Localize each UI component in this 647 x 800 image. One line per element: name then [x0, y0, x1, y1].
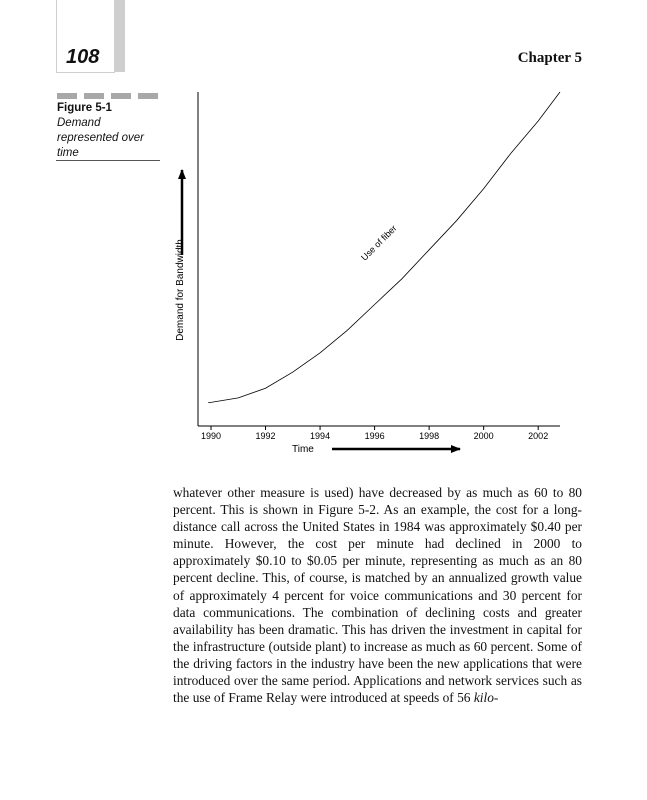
figure-number: Figure 5-1	[57, 102, 112, 114]
x-tick-label: 1996	[364, 431, 385, 441]
series-line-use-of-fiber	[208, 92, 560, 403]
body-text: whatever other measure is used) have decreased by as much as 60 to 80 percent. This is shown in Figure 5-2. As an example, the cost for a long-distance call across the United States in 1984 was approximately $0.40 per minute. However, the cost per minute had declined in 2000 to approximately $0.10 to $0.05 per minute, representing as much as an 80 percent decline. This, of course, is matched by an annualized growth value of approximately 4 percent for voice communications and 30 percent for data communications. The combination of declining costs and greater availability has been dramatic. This has driven the investment in capital for the infrastructure (outside plant) to increase as much as 60 percent. Some of the driving factors in the industry have been the new applications that were introduced over the same period. Applications and network services such as the use of Frame Relay were introduced at speeds of 56	[173, 485, 582, 706]
page-number-bar	[114, 0, 125, 72]
x-tick-label: 1994	[310, 431, 331, 441]
demand-chart	[160, 80, 580, 465]
x-tick-label: 1998	[419, 431, 440, 441]
series-annotation: Use of fiber	[359, 223, 399, 263]
figure-marker-dash	[111, 93, 131, 99]
figure-marker-dash	[84, 93, 104, 99]
x-tick-label: 1992	[255, 431, 276, 441]
figure-caption	[57, 101, 159, 161]
figure-marker-dash	[138, 93, 158, 99]
x-tick-label: 2000	[473, 431, 494, 441]
body-paragraph	[173, 484, 582, 706]
x-tick-label: 2002	[528, 431, 549, 441]
chapter-label: Chapter 5	[517, 50, 582, 66]
caption-rule	[56, 160, 160, 161]
figure-caption-text: Demand represented over time	[57, 117, 144, 159]
y-axis-label: Demand for Bandwidth	[175, 239, 186, 341]
page-number: 108	[66, 46, 100, 68]
x-tick-label: 1990	[200, 431, 222, 441]
x-axis-label: Time	[292, 444, 314, 455]
figure-marker-dash	[57, 93, 77, 99]
body-text-trailing-italic: kilo-	[473, 690, 499, 706]
